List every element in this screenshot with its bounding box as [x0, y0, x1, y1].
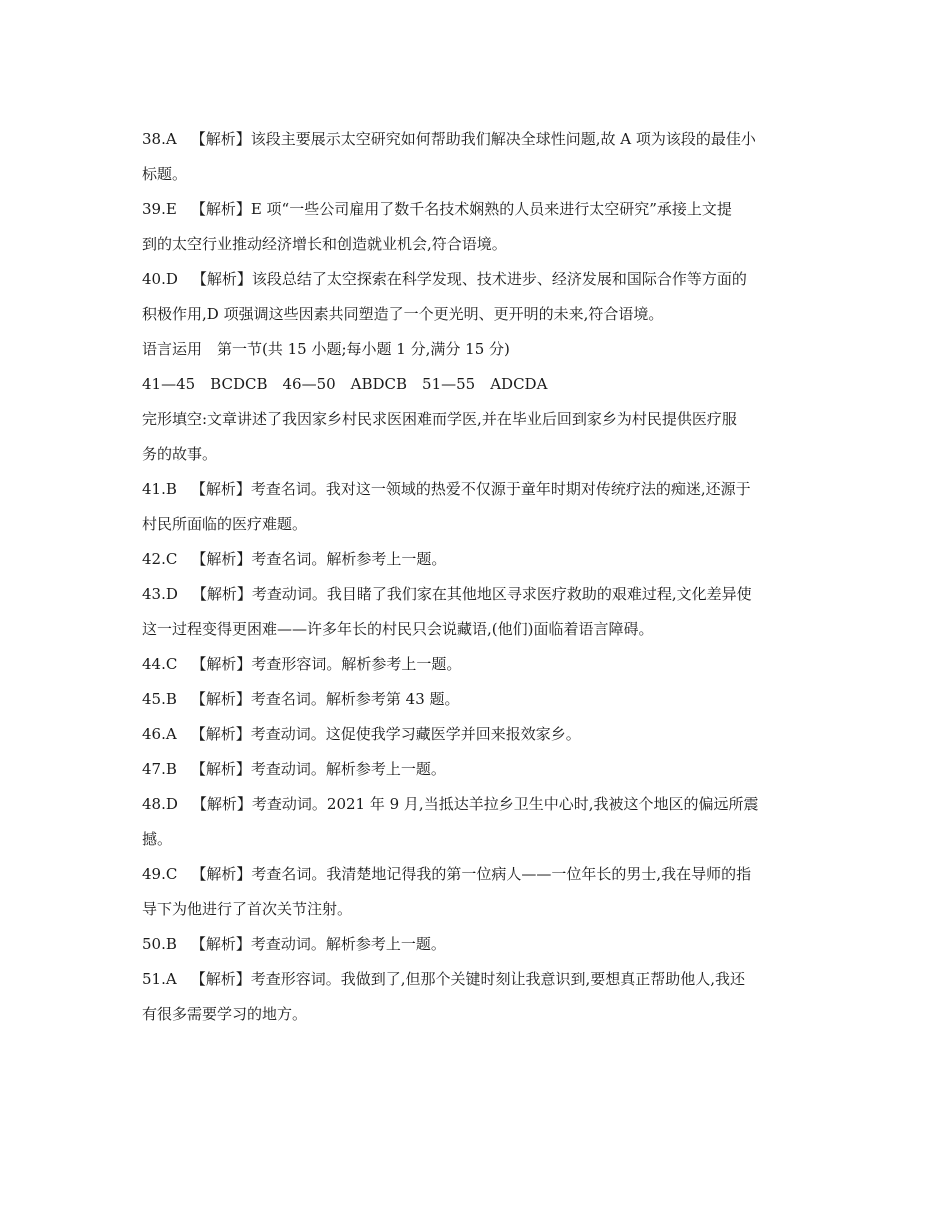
- analysis-tag: 【解析】: [190, 130, 251, 148]
- answer-item-49-line-1: [142, 857, 807, 892]
- answer-item-45: [142, 682, 807, 717]
- item-text: 考查名词。我清楚地记得我的第一位病人——一位年长的男士,我在导师的指: [251, 865, 752, 883]
- item-number: 47.B: [142, 760, 177, 778]
- item-number: 45.B: [142, 690, 177, 708]
- answer-item-40-line-1: [142, 262, 807, 297]
- cloze-summary-line-1: 完形填空:文章讲述了我因家乡村民求医困难而学医,并在毕业后回到家乡为村民提供医疗服: [142, 410, 737, 428]
- item-number: 48.D: [142, 795, 178, 813]
- item-text: 该段主要展示太空研究如何帮助我们解决全球性问题,故 A 项为该段的最佳小: [250, 130, 756, 148]
- analysis-tag: 【解析】: [190, 935, 251, 953]
- answer-item-39-line-1: [142, 192, 807, 227]
- item-number: 49.C: [142, 865, 178, 883]
- item-number: 38.A: [142, 130, 177, 148]
- item-text: 考查动词。2021 年 9 月,当抵达羊拉乡卫生中心时,我被这个地区的偏远所震: [251, 795, 759, 813]
- item-text: 考查动词。解析参考上一题。: [250, 935, 446, 953]
- answer-item-40-line-2: 积极作用,D 项强调这些因素共同塑造了一个更光明、更开明的未来,符合语境。: [142, 305, 664, 323]
- document-page: [142, 122, 807, 1032]
- answer-item-48-line-2: 撼。: [142, 830, 173, 848]
- analysis-tag: 【解析】: [191, 865, 252, 883]
- answer-item-39-line-2: 到的太空行业推动经济增长和创造就业机会,符合语境。: [142, 235, 507, 253]
- analysis-tag: 【解析】: [190, 970, 251, 988]
- item-text: 考查动词。解析参考上一题。: [250, 760, 446, 778]
- answer-item-38-line-1: [142, 122, 807, 157]
- answer-item-51-line-1: [142, 962, 807, 997]
- item-number: 51.A: [142, 970, 177, 988]
- cloze-summary-line-2: 务的故事。: [142, 445, 218, 463]
- answer-item-42: [142, 542, 807, 577]
- answer-item-50: [142, 927, 807, 962]
- answer-item-38-line-2: 标题。: [142, 165, 188, 183]
- item-text: 该段总结了太空探索在科学发现、技术进步、经济发展和国际合作等方面的: [251, 270, 747, 288]
- item-number: 43.D: [142, 585, 178, 603]
- answer-item-43-line-2: 这一过程变得更困难——许多年长的村民只会说藏语,(他们)面临着语言障碍。: [142, 620, 654, 638]
- analysis-tag: 【解析】: [190, 690, 251, 708]
- item-text: 考查形容词。我做到了,但那个关键时刻让我意识到,要想真正帮助他人,我还: [250, 970, 746, 988]
- analysis-tag: 【解析】: [190, 480, 251, 498]
- answer-item-48-line-1: [142, 787, 807, 822]
- item-text: 考查名词。解析参考上一题。: [251, 550, 447, 568]
- answer-item-47: [142, 752, 807, 787]
- item-text: 考查名词。我对这一领域的热爱不仅源于童年时期对传统疗法的痴迷,还源于: [250, 480, 751, 498]
- item-number: 46.A: [142, 725, 177, 743]
- answer-item-51-line-2: 有很多需要学习的地方。: [142, 1005, 308, 1023]
- answer-item-41-line-2: 村民所面临的医疗难题。: [142, 515, 308, 533]
- answer-key: 41—45 BCDCB 46—50 ABDCB 51—55 ADCDA: [142, 375, 548, 393]
- item-number: 44.C: [142, 655, 178, 673]
- item-text: 考查形容词。解析参考上一题。: [251, 655, 462, 673]
- item-text: 考查动词。我目睹了我们家在其他地区寻求医疗救助的艰难过程,文化差异使: [251, 585, 752, 603]
- answer-item-49-line-2: 导下为他进行了首次关节注射。: [142, 900, 353, 918]
- answer-item-43-line-1: [142, 577, 807, 612]
- analysis-tag: 【解析】: [191, 550, 252, 568]
- item-number: 42.C: [142, 550, 178, 568]
- analysis-tag: 【解析】: [191, 795, 252, 813]
- item-number: 41.B: [142, 480, 177, 498]
- section-header: 语言运用 第一节(共 15 小题;每小题 1 分,满分 15 分): [142, 340, 510, 358]
- analysis-tag: 【解析】: [190, 760, 251, 778]
- answer-item-46: [142, 717, 807, 752]
- item-number: 39.E: [142, 200, 177, 218]
- analysis-tag: 【解析】: [190, 725, 251, 743]
- item-number: 40.D: [142, 270, 178, 288]
- item-number: 50.B: [142, 935, 177, 953]
- analysis-tag: 【解析】: [190, 200, 251, 218]
- answer-item-44: [142, 647, 807, 682]
- analysis-tag: 【解析】: [191, 270, 252, 288]
- item-text: 考查动词。这促使我学习藏医学并回来报效家乡。: [250, 725, 581, 743]
- analysis-tag: 【解析】: [191, 585, 252, 603]
- analysis-tag: 【解析】: [191, 655, 252, 673]
- item-text: 考查名词。解析参考第 43 题。: [250, 690, 460, 708]
- answer-item-41-line-1: [142, 472, 807, 507]
- item-text: E 项“一些公司雇用了数千名技术娴熟的人员来进行太空研究”承接上文提: [250, 200, 732, 218]
